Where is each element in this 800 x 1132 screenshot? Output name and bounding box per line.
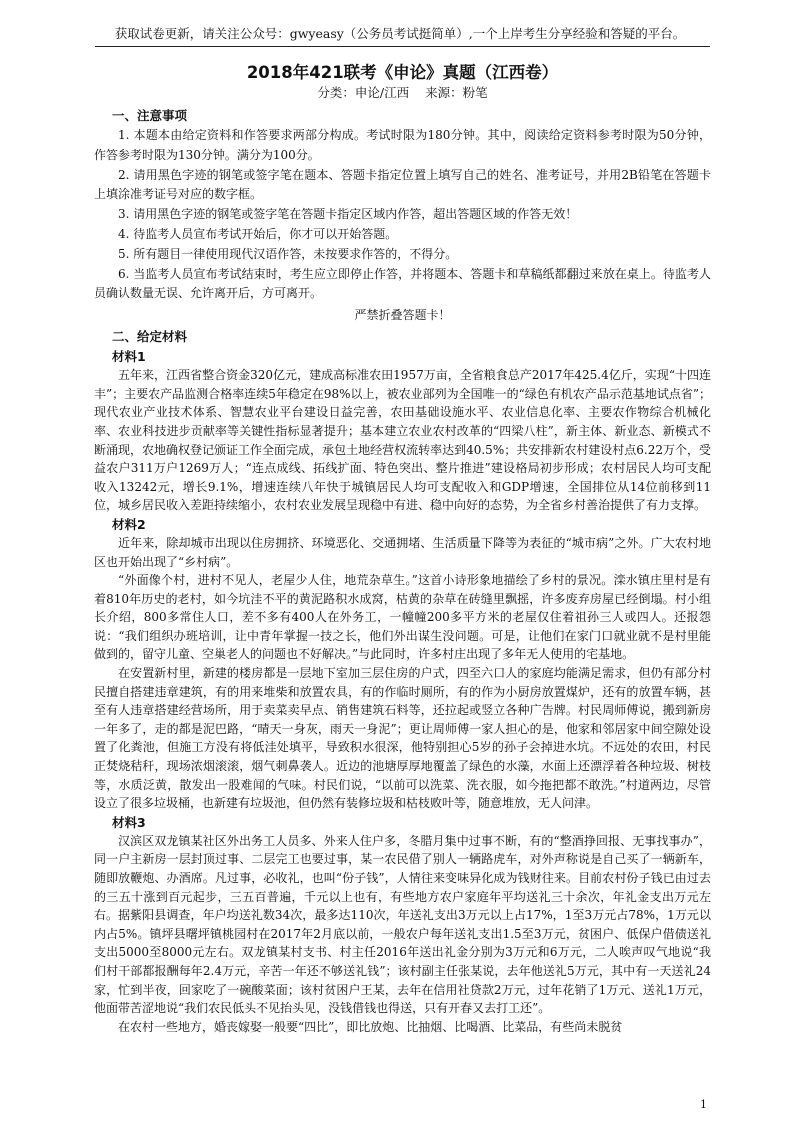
notice-item-5: 5. 所有题目一律使用现代汉语作答，未按要求作答的，不得分。 <box>118 246 458 261</box>
page-number: 1 <box>700 1098 707 1111</box>
document-source: 来源：粉笔 <box>425 85 488 100</box>
material-3-label: 材料3 <box>112 814 146 830</box>
notice-item-1: 1. 本题本由给定资料和作答要求两部分构成。考试时限为180分钟。其中，阅读给定资料参考时限为50分钟，作答参考时限为130分钟。满分为100分。 <box>94 128 711 162</box>
notice-item-6: 6. 当监考人员宣布考试结束时，考生应立即停止作答，并将题本、答题卡和草稿纸都翻过来放在桌上。待监考人员确认数量无误、允许离开后，方可离开。 <box>94 266 711 301</box>
notice-item-3: 3. 请用黑色字迹的钢笔或签字笔在答题卡指定区域内作答，超出答题区域的作答无效！ <box>118 207 578 222</box>
material-2-label: 材料2 <box>112 516 146 532</box>
material-3-paragraph-2: 在农村一些地方，婚丧嫁娶一般要“四比”，即比放炮、比抽烟、比喝酒、比菜品，有些尚未脱贫 <box>118 1019 623 1034</box>
document-category: 分类：申论/江西 <box>317 85 410 100</box>
material-1-label: 材料1 <box>112 349 146 365</box>
material-1-paragraph: 五年来，江西省整合资金320亿元，建成高标准农田1957万亩，全省粮食总产2017年425.4亿斤，实现“十四连丰”；主要农产品监测合格率连续5年稳定在98%以上，被农业部列为全国唯一的“绿色有机农产品示范基地试点省”；现代农业产业技术体系、智慧农业平台建设日益完善，农田基础设施水平、农业信息化率、主要农作物综合机械化率、农业科技进步贡献率等关键性指标显著提升；基本建立农业农村改革的“四梁八柱”，新主体、新业态、新模式不断涌现，农地确权登记颁证工作全面完成，承包土地经营权流转率达到40.5%；共安排新农村建设村点6.22万个，受益农户311万户1269万人；“连点成线、拓线扩面、特色突出、整片推进”建设格局初步形成；农村居民人均可支配收入13242元，增长9.1%，增速连续八年快于城镇居民人均可支配收入和GDP增速，全国排位从14位前移到11位，城乡居民收入差距持续缩小，农村农业发展呈现稳中有进、稳中向好的态势，为全省乡村善治提供了有力支撑。 <box>94 368 711 513</box>
section-heading-materials: 二、给定材料 <box>112 329 188 345</box>
document-body <box>94 62 711 1036</box>
notice-item-4: 4. 待监考人员宣布考试开始后，你才可以开始答题。 <box>118 226 398 241</box>
notice-item-2: 2. 请用黑色字迹的钢笔或签字笔在题本、答题卡指定位置上填写自己的姓名、准考证号，并用2B铅笔在答题卡上填涂准考证号对应的数字框。 <box>94 167 711 202</box>
notice-warning: 严禁折叠答题卡！ <box>354 308 451 323</box>
header-divider <box>95 46 710 47</box>
material-3-paragraph-1: 汉滨区双龙镇某社区外出务工人员多、外来人住户多，冬腊月集中过事不断，有的“整酒挣回报、无事找事办”，同一户主新房一层封顶过事、二层完工也要过事，某一农民借了别人一辆路虎车，对外声称说是自己买了一辆新车，随即放鞭炮、办酒席。凡过事，必收礼，也叫“份子钱”，人情往来变味异化成为钱财往来。目前农村份子钱已由过去的三五十涨到百元起步，三五百普遍，千元以上也有，有些地方农户家庭年平均送礼三十余次，年礼金支出万元左右。据紫阳县调查，年户均送礼数34次，最多达110次，年送礼支出3万元以上占17%，1至3万元占78%，1万元以内占5%。镇坪县曙坪镇桃园村在2017年2月底以前，一般农户每年送礼支出1.5至3万元，贫困户、低保户借债送礼支出5000至8000元左右。双龙镇某村支书、村主任2016年送出礼金分别为3万元和6万元，二人唉声叹气地说“我们村干部都报酬每年2.4万元，辛苦一年还不够送礼钱”；该村副主任张某说，去年他送礼5万元，其中有一天送礼24家，忙到半夜，回家吃了一碗酸菜面；该村贫困户王某，去年在信用社贷款2万元，过年花销了1万元、送礼1万元，他面带苦涩地说“我们农民低头不见抬头见，没钱借钱也得送，只有开春又去打工还”。 <box>94 833 711 1016</box>
header-promo-note: 获取试卷更新，请关注公众号：gwyeasy（公务员考试挺简单）,一个上岸考生分享经验和答疑的平台。 <box>114 26 686 41</box>
material-2-paragraph-3: 在安置新村里，新建的楼房都是一层地下室加三层住房的户式，四至六口人的家庭均能满足需求，但仍有部分村民擅自搭建违章建筑，有的用来堆柴和放置农具，有的作临时厕所，有的作为小厨房放置煤炉，还有的放置车辆，甚至有人违章搭建经营场所，用于卖菜卖早点、销售建筑石料等，还拉起或竖立各种广告牌。村民周师傅说，搬到新房一年多了，走的都是泥巴路，“晴天一身灰，雨天一身泥”；更让周师傅一家人担心的是，他家和邻居家中间空隙处设置了化粪池，但施工方没有将低洼处填平，导致积水很深，他特别担心5岁的孙子会掉进水坑。不远处的农田，村民正焚烧秸秆，现场浓烟滚滚，烟气刺鼻袭人。近边的池塘厚厚地覆盖了绿色的水藻，水面上还漂浮着各种垃圾、树枝等，水质泛黄，散发出一股难闻的气味。村民们说，“以前可以洗菜、洗衣服，如今拖把都不敢洗。”村道两边，尽管设立了很多垃圾桶，也新建有垃圾池，但仍然有装修垃圾和枯枝败叶等，随意堆放，无人问津。 <box>94 666 711 811</box>
material-2-paragraph-2: “外面像个村，进村不见人，老屋少人住，地荒杂草生。”这首小诗形象地描绘了乡村的景况。滦水镇庄里村是有着810年历史的老村，如今坑洼不平的黄泥路积水成窝，枯黄的杂草在砖缝里飘摇，许多废弃房屋已经倒塌。村小组长介绍，800多常住人口，差不多有400人在外务工，一幢幢200多平方米的老屋仅住着祖孙三人或四人。还报怨说：“我们组织办班培训，让中青年掌握一技之长，他们外出谋生没问题。可是，让他们在家门口就业就不是村里能做到的，留守儿童、空巢老人的问题也不好解决。”与此同时，许多村庄出现了多年无人使用的宅基地。 <box>94 573 711 662</box>
document-title: 2018年421联考《申论》真题（江西卷） <box>246 63 559 82</box>
material-2-paragraph-1: 近年来，除却城市出现以住房拥挤、环境恶化、交通拥堵、生活质量下降等为表征的“城市病”之外。广大农村地区也开始出现了“乡村病”。 <box>94 535 711 569</box>
section-heading-notice: 一、注意事项 <box>112 108 188 123</box>
document-meta <box>94 84 711 102</box>
